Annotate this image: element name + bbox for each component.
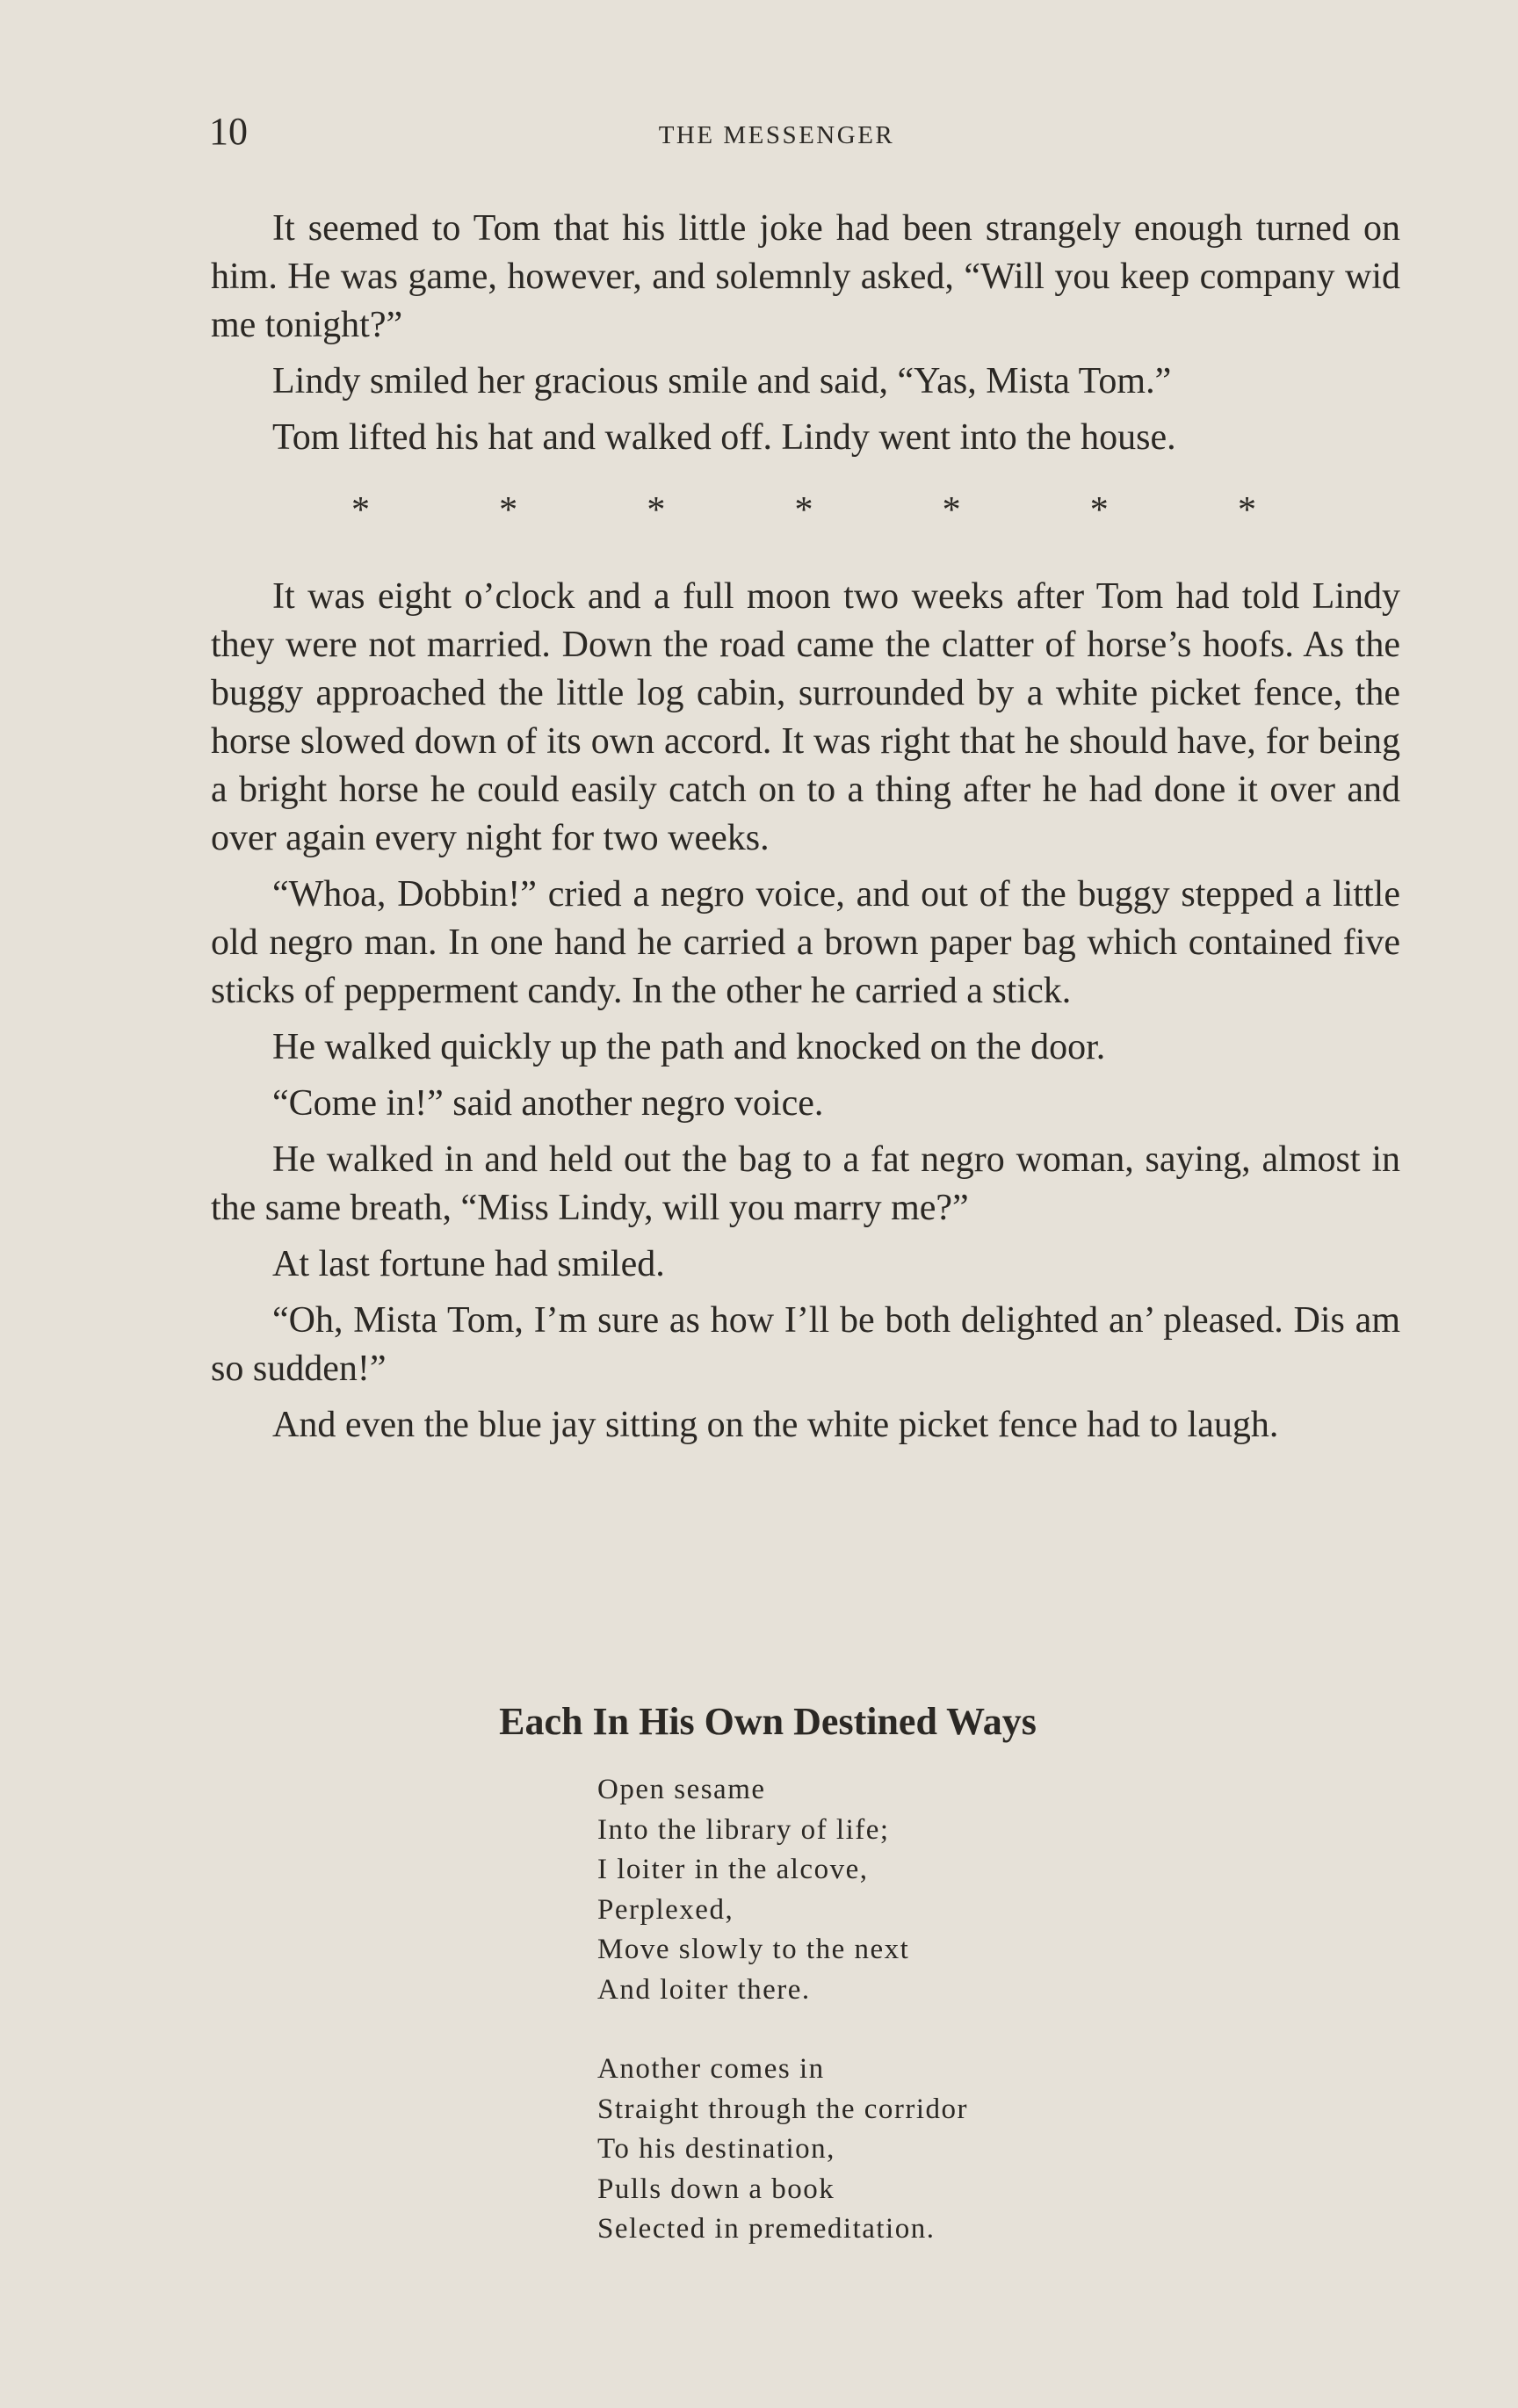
paragraph: It was eight o’clock and a full moon two weeks after Tom had told Lindy they were not married. Down the road came the clatter of horse’s hoofs. As the buggy approached the little log cabin, surrounded by a white picket fence, the horse slowed down of its own accord. It was right that he should have, for being a bright horse he could easily catch on to a thing after he had done it over and over again every night for two weeks. <box>211 576 1400 858</box>
poem-line: Into the library of life; <box>597 1813 890 1846</box>
section-break-star: * <box>1237 490 1256 531</box>
poem-line: Another comes in <box>597 2053 825 2085</box>
paragraph: “Whoa, Dobbin!” cried a negro voice, and out of the buggy stepped a little old negro man. In one hand he carried a brown paper bag which contained five sticks of pepperment candy. In the other he carried a stick. <box>211 874 1400 1011</box>
page-number: 10 <box>209 110 248 153</box>
poem-line: Straight through the corridor <box>597 2093 969 2125</box>
poem-line: Perplexed, <box>597 1893 734 1926</box>
poem-stanza <box>597 1770 909 2010</box>
paragraph: Tom lifted his hat and walked off. Lindy went into the house. <box>272 417 1176 458</box>
poem-line: Move slowly to the next <box>597 1934 910 1965</box>
paragraph: Lindy smiled her gracious smile and said, “Yas, Mista Tom.” <box>272 361 1172 401</box>
section-break-star: * <box>647 490 666 531</box>
poem-line: Pulls down a book <box>597 2173 835 2205</box>
paragraph: He walked quickly up the path and knocked on the door. <box>272 1027 1106 1067</box>
story-text-after-break <box>211 573 1400 1457</box>
running-head: THE MESSENGER <box>658 121 895 149</box>
poem-line: Selected in premeditation. <box>597 2213 936 2245</box>
poem-title: Each In His Own Destined Ways <box>499 1700 1037 1743</box>
section-break-star: * <box>499 490 518 531</box>
paragraph: “Oh, Mista Tom, I’m sure as how I’ll be both delighted an’ pleased. Dis am so sudden!” <box>211 1300 1400 1389</box>
poem-line: To his destination, <box>597 2133 835 2165</box>
poem-line: And loiter there. <box>597 1973 811 2006</box>
section-break <box>351 488 1256 532</box>
poem-line: I loiter in the alcove, <box>597 1854 869 1885</box>
poem-line: Open sesame <box>597 1774 766 1805</box>
section-break-star: * <box>351 490 370 531</box>
paragraph: He walked in and held out the bag to a fat negro woman, saying, almost in the same breath, “Miss Lindy, will you marry me?” <box>211 1139 1400 1228</box>
section-break-star: * <box>1089 490 1109 531</box>
story-text-before-break <box>211 205 1400 470</box>
paragraph: At last fortune had smiled. <box>272 1244 665 1284</box>
paragraph: It seemed to Tom that his little joke had been strangely enough turned on him. He was game, however, and solemnly asked, “Will you keep company wid me tonight?” <box>211 208 1400 345</box>
paragraph: “Come in!” said another negro voice. <box>272 1083 824 1124</box>
poem-stanza <box>597 2050 968 2250</box>
section-break-star: * <box>794 490 813 531</box>
section-break-star: * <box>942 490 961 531</box>
paragraph: And even the blue jay sitting on the white picket fence had to laugh. <box>272 1405 1279 1445</box>
